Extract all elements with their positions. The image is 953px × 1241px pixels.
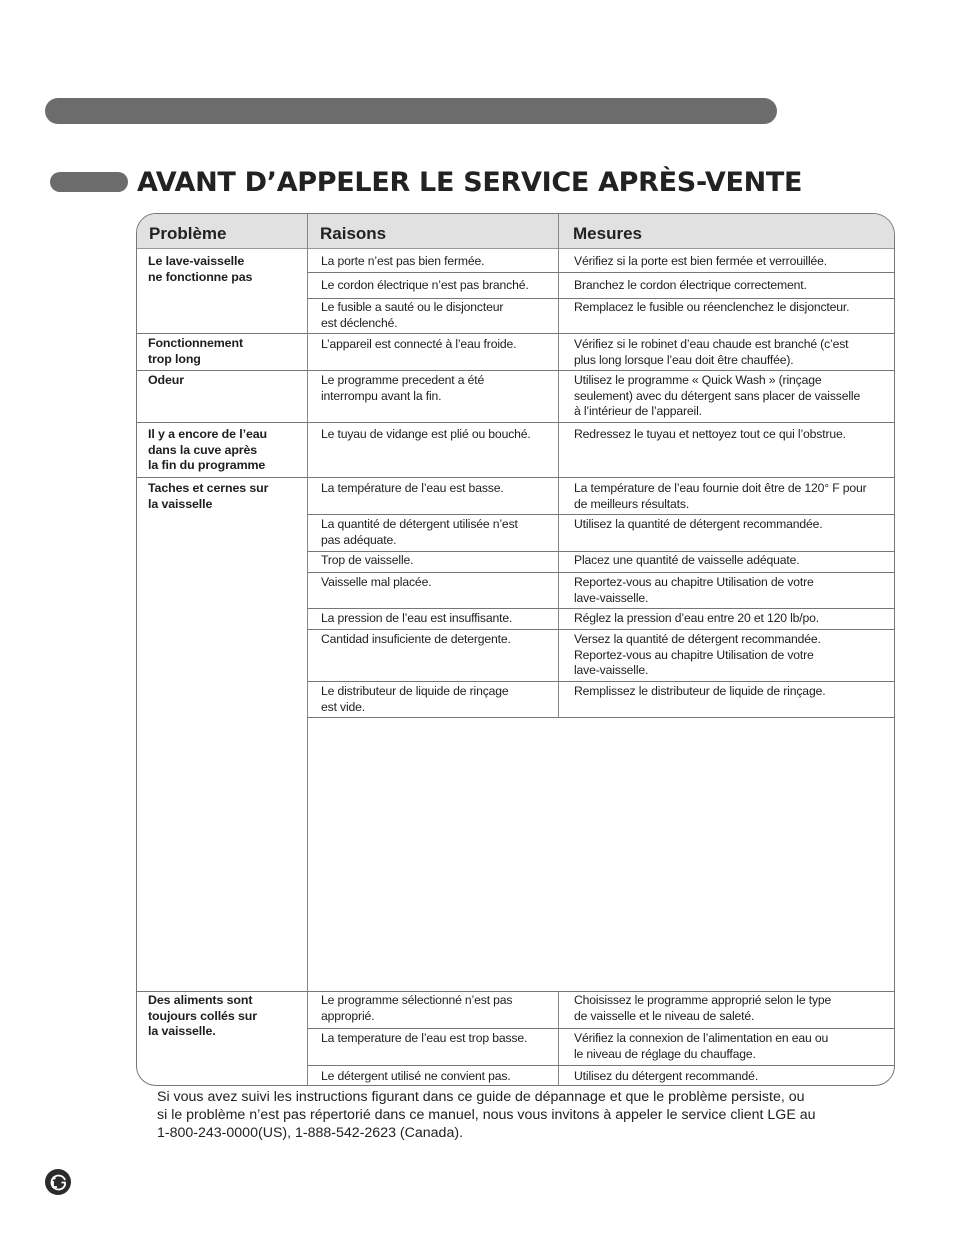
problem-cell: Fonctionnement trop long: [148, 336, 243, 366]
reason-cell: Le détergent utilisé ne convient pas.: [321, 1069, 511, 1083]
action-cell: Redressez le tuyau et nettoyez tout ce qui l’obstrue.: [574, 427, 846, 441]
reason-cell: Le distributeur de liquide de rinçage est vide.: [321, 684, 509, 714]
action-cell: Choisissez le programme approprié selon le type de vaisselle et le niveau de saleté.: [574, 993, 832, 1023]
row-rule: [307, 298, 895, 299]
row-rule: [307, 629, 895, 630]
troubleshooting-table: [136, 213, 895, 1086]
group-rule: [137, 422, 895, 423]
action-cell: Reportez-vous au chapitre Utilisation de votre lave-vaisselle.: [574, 575, 814, 605]
row-rule: [307, 717, 895, 718]
row-rule: [307, 1028, 895, 1029]
row-rule: [307, 681, 895, 682]
reason-cell: Le cordon électrique n’est pas branché.: [321, 278, 529, 292]
reason-cell: La porte n’est pas bien fermée.: [321, 254, 485, 268]
action-cell: Réglez la pression d’eau entre 20 et 120 lb/po.: [574, 611, 819, 625]
row-rule: [307, 572, 895, 573]
reason-cell: Le fusible a sauté ou le disjoncteur est déclenché.: [321, 300, 504, 330]
reason-cell: Le programme precedent a été interrompu avant la fin.: [321, 373, 485, 403]
problem-cell: Taches et cernes sur la vaisselle: [148, 481, 269, 511]
action-cell: Utilisez la quantité de détergent recommandée.: [574, 517, 823, 531]
reason-cell: Cantidad insuficiente de detergente.: [321, 632, 511, 646]
action-cell: Utilisez du détergent recommandé.: [574, 1069, 759, 1083]
page-title: AVANT D’APPELER LE SERVICE APRÈS-VENTE: [137, 167, 803, 198]
problem-cell: Le lave-vaisselle ne fonctionne pas: [148, 254, 253, 284]
reason-cell: L’appareil est connecté à l’eau froide.: [321, 337, 517, 351]
problem-cell: Il y a encore de l’eau dans la cuve après la fin du programme: [148, 427, 268, 472]
reason-cell: Trop de vaisselle.: [321, 553, 414, 567]
problem-cell: Odeur: [148, 373, 184, 387]
group-rule: [137, 333, 895, 334]
action-cell: Branchez le cordon électrique correctement.: [574, 278, 807, 292]
group-rule: [137, 477, 895, 478]
group-rule: [137, 991, 895, 992]
reason-cell: La quantité de détergent utilisée n’est pas adéquate.: [321, 517, 518, 547]
reason-cell: Le programme sélectionné n’est pas approprié.: [321, 993, 513, 1023]
group-rule: [137, 370, 895, 371]
action-cell: Remplissez le distributeur de liquide de rinçage.: [574, 684, 826, 698]
header-reasons: Raisons: [320, 224, 387, 243]
lg-logo-icon: [44, 1168, 72, 1196]
footer-note: Si vous avez suivi les instructions figurant dans ce guide de dépannage et que le problème persiste, ou si le problème n’est pas répertorié dans ce manuel, nous vous invitons à appeler le service client LGE au 1-800-243-0000(US), 1-888-542-2623 (Canada).: [157, 1089, 816, 1141]
header-problem: Problème: [149, 224, 227, 243]
reason-cell: La temperature de l’eau est trop basse.: [321, 1031, 528, 1045]
action-cell: Versez la quantité de détergent recommandée. Reportez-vous au chapitre Utilisation de votre lave-vaisselle.: [574, 632, 821, 677]
action-cell: Vérifiez si le robinet d’eau chaude est branché (c’est plus long lorsque l’eau doit être chauffée).: [574, 337, 849, 367]
action-cell: Remplacez le fusible ou réenclenchez le disjoncteur.: [574, 300, 850, 314]
action-cell: Vérifiez si la porte est bien fermée et verrouillée.: [574, 254, 827, 268]
problem-cell: Des aliments sont toujours collés sur la vaisselle.: [148, 993, 257, 1038]
column-divider-2-lower: [558, 991, 559, 1086]
row-rule: [307, 514, 895, 515]
reason-cell: La température de l’eau est basse.: [321, 481, 504, 495]
row-rule: [307, 272, 895, 273]
action-cell: Placez une quantité de vaisselle adéquate.: [574, 553, 800, 567]
row-rule: [307, 608, 895, 609]
header-bar: [45, 98, 777, 124]
reason-cell: Vaisselle mal placée.: [321, 575, 432, 589]
reason-cell: La pression de l’eau est insuffisante.: [321, 611, 513, 625]
reason-cell: Le tuyau de vidange est plié ou bouché.: [321, 427, 531, 441]
action-cell: Utilisez le programme « Quick Wash » (rinçage seulement) avec du détergent sans placer de vaisselle à l’intérieur de l’appareil.: [574, 373, 861, 418]
column-divider-2: [558, 214, 559, 717]
action-cell: Vérifiez la connexion de l’alimentation en eau ou le niveau de réglage du chauffage.: [574, 1031, 829, 1061]
header-actions: Mesures: [573, 224, 642, 243]
row-rule: [307, 1065, 895, 1066]
column-divider-1: [307, 214, 308, 1086]
table-header-row: [137, 214, 894, 249]
action-cell: La température de l’eau fournie doit être de 120° F pour de meilleurs résultats.: [574, 481, 867, 511]
row-rule: [307, 551, 895, 552]
title-pill-decoration: [50, 172, 128, 192]
